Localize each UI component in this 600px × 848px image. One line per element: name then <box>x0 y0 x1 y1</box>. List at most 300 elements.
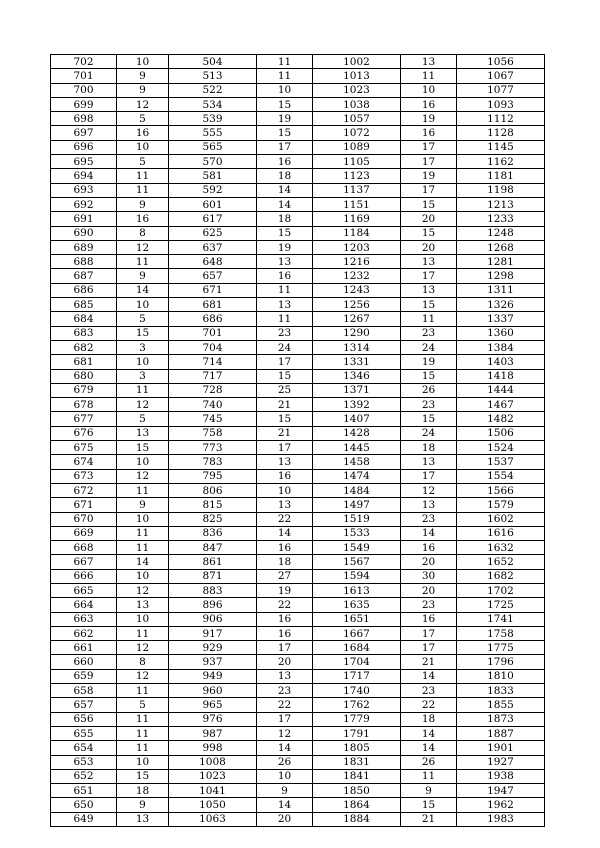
cell-cumulative-c: 1775 <box>457 641 545 655</box>
cell-cumulative-a: 987 <box>169 726 257 740</box>
cell-cumulative-b: 1023 <box>313 83 401 97</box>
cell-cumulative-c: 1067 <box>457 69 545 83</box>
table-row <box>51 169 545 183</box>
cell-count-b: 10 <box>257 483 313 497</box>
cell-cumulative-b: 1497 <box>313 498 401 512</box>
cell-cumulative-b: 1203 <box>313 240 401 254</box>
cell-count-a: 15 <box>117 441 169 455</box>
cell-cumulative-b: 1594 <box>313 569 401 583</box>
table-row <box>51 155 545 169</box>
cell-count-a: 9 <box>117 498 169 512</box>
table-row <box>51 197 545 211</box>
cell-count-a: 11 <box>117 483 169 497</box>
cell-count-b: 21 <box>257 426 313 440</box>
cell-score: 663 <box>51 612 117 626</box>
cell-cumulative-c: 1947 <box>457 784 545 798</box>
cell-count-c: 17 <box>401 269 457 283</box>
cell-count-c: 20 <box>401 212 457 226</box>
cell-cumulative-a: 976 <box>169 712 257 726</box>
cell-score: 679 <box>51 383 117 397</box>
cell-cumulative-a: 929 <box>169 641 257 655</box>
cell-score: 686 <box>51 283 117 297</box>
cell-count-a: 18 <box>117 784 169 798</box>
cell-count-a: 10 <box>117 512 169 526</box>
cell-cumulative-a: 871 <box>169 569 257 583</box>
cell-count-c: 14 <box>401 526 457 540</box>
cell-score: 676 <box>51 426 117 440</box>
cell-cumulative-b: 1458 <box>313 455 401 469</box>
cell-count-b: 11 <box>257 69 313 83</box>
cell-cumulative-a: 714 <box>169 355 257 369</box>
cell-cumulative-b: 1072 <box>313 126 401 140</box>
cell-cumulative-a: 1041 <box>169 784 257 798</box>
cell-cumulative-a: 637 <box>169 240 257 254</box>
cell-cumulative-a: 504 <box>169 55 257 69</box>
cell-cumulative-a: 815 <box>169 498 257 512</box>
table-row <box>51 769 545 783</box>
cell-count-b: 16 <box>257 269 313 283</box>
cell-score: 657 <box>51 698 117 712</box>
cell-count-c: 20 <box>401 555 457 569</box>
cell-count-c: 21 <box>401 812 457 826</box>
cell-cumulative-c: 1360 <box>457 326 545 340</box>
cell-score: 661 <box>51 641 117 655</box>
cell-count-b: 16 <box>257 612 313 626</box>
cell-count-b: 19 <box>257 112 313 126</box>
cell-count-b: 25 <box>257 383 313 397</box>
cell-count-c: 19 <box>401 355 457 369</box>
cell-score: 698 <box>51 112 117 126</box>
cell-cumulative-a: 1063 <box>169 812 257 826</box>
cell-cumulative-b: 1667 <box>313 626 401 640</box>
table-row <box>51 512 545 526</box>
table-row <box>51 326 545 340</box>
cell-cumulative-b: 1256 <box>313 298 401 312</box>
cell-cumulative-b: 1151 <box>313 197 401 211</box>
table-row <box>51 140 545 154</box>
table-row <box>51 755 545 769</box>
table-row <box>51 383 545 397</box>
table-row <box>51 569 545 583</box>
table-row <box>51 441 545 455</box>
cell-cumulative-c: 1213 <box>457 197 545 211</box>
cell-cumulative-c: 1311 <box>457 283 545 297</box>
cell-count-b: 9 <box>257 784 313 798</box>
cell-count-b: 11 <box>257 312 313 326</box>
cell-score: 668 <box>51 541 117 555</box>
cell-count-c: 23 <box>401 684 457 698</box>
table-row <box>51 226 545 240</box>
cell-count-b: 24 <box>257 340 313 354</box>
cell-cumulative-b: 1392 <box>313 398 401 412</box>
cell-score: 678 <box>51 398 117 412</box>
cell-count-b: 14 <box>257 741 313 755</box>
cell-score: 702 <box>51 55 117 69</box>
cell-count-c: 23 <box>401 326 457 340</box>
cell-score: 656 <box>51 712 117 726</box>
cell-count-c: 17 <box>401 155 457 169</box>
table-row <box>51 483 545 497</box>
cell-cumulative-c: 1632 <box>457 541 545 555</box>
cell-count-b: 17 <box>257 712 313 726</box>
cell-cumulative-c: 1418 <box>457 369 545 383</box>
cell-cumulative-b: 1651 <box>313 612 401 626</box>
cell-score: 660 <box>51 655 117 669</box>
cell-cumulative-c: 1482 <box>457 412 545 426</box>
cell-cumulative-a: 592 <box>169 183 257 197</box>
cell-count-b: 10 <box>257 83 313 97</box>
cell-cumulative-c: 1796 <box>457 655 545 669</box>
table-body <box>51 55 545 827</box>
cell-count-a: 16 <box>117 212 169 226</box>
cell-cumulative-b: 1717 <box>313 669 401 683</box>
cell-count-a: 11 <box>117 541 169 555</box>
cell-count-a: 16 <box>117 126 169 140</box>
cell-count-c: 15 <box>401 226 457 240</box>
cell-score: 667 <box>51 555 117 569</box>
cell-cumulative-c: 1248 <box>457 226 545 240</box>
cell-cumulative-b: 1232 <box>313 269 401 283</box>
cell-count-a: 15 <box>117 326 169 340</box>
cell-count-a: 11 <box>117 626 169 640</box>
table-row <box>51 369 545 383</box>
cell-count-c: 22 <box>401 698 457 712</box>
cell-cumulative-b: 1216 <box>313 255 401 269</box>
cell-cumulative-a: 847 <box>169 541 257 555</box>
cell-count-c: 13 <box>401 283 457 297</box>
cell-count-b: 12 <box>257 726 313 740</box>
cell-count-a: 11 <box>117 183 169 197</box>
table-row <box>51 741 545 755</box>
table-row <box>51 498 545 512</box>
cell-count-a: 14 <box>117 555 169 569</box>
table-row <box>51 812 545 826</box>
cell-cumulative-b: 1243 <box>313 283 401 297</box>
cell-cumulative-a: 745 <box>169 412 257 426</box>
cell-cumulative-c: 1702 <box>457 583 545 597</box>
table-row <box>51 684 545 698</box>
cell-cumulative-b: 1428 <box>313 426 401 440</box>
table-row <box>51 398 545 412</box>
cell-count-c: 14 <box>401 669 457 683</box>
cell-cumulative-a: 648 <box>169 255 257 269</box>
cell-cumulative-c: 1537 <box>457 455 545 469</box>
cell-cumulative-b: 1613 <box>313 583 401 597</box>
table-row <box>51 340 545 354</box>
cell-cumulative-b: 1331 <box>313 355 401 369</box>
table-row <box>51 612 545 626</box>
table-row <box>51 726 545 740</box>
cell-cumulative-a: 625 <box>169 226 257 240</box>
cell-cumulative-b: 1038 <box>313 97 401 111</box>
cell-count-c: 23 <box>401 398 457 412</box>
cell-cumulative-c: 1198 <box>457 183 545 197</box>
cell-count-c: 13 <box>401 55 457 69</box>
cell-cumulative-a: 825 <box>169 512 257 526</box>
cell-count-c: 24 <box>401 340 457 354</box>
cell-cumulative-b: 1407 <box>313 412 401 426</box>
cell-cumulative-c: 1983 <box>457 812 545 826</box>
cell-count-a: 11 <box>117 255 169 269</box>
cell-count-c: 20 <box>401 583 457 597</box>
cell-count-a: 9 <box>117 83 169 97</box>
table-row <box>51 455 545 469</box>
cell-count-b: 23 <box>257 326 313 340</box>
cell-count-b: 13 <box>257 669 313 683</box>
table-row <box>51 555 545 569</box>
cell-cumulative-b: 1779 <box>313 712 401 726</box>
cell-score: 677 <box>51 412 117 426</box>
table-row <box>51 798 545 812</box>
cell-cumulative-c: 1298 <box>457 269 545 283</box>
table-row <box>51 269 545 283</box>
cell-cumulative-b: 1841 <box>313 769 401 783</box>
table-row <box>51 298 545 312</box>
cell-cumulative-a: 704 <box>169 340 257 354</box>
cell-cumulative-c: 1833 <box>457 684 545 698</box>
table-row <box>51 283 545 297</box>
cell-cumulative-b: 1314 <box>313 340 401 354</box>
cell-cumulative-c: 1602 <box>457 512 545 526</box>
cell-count-c: 13 <box>401 498 457 512</box>
cell-cumulative-a: 671 <box>169 283 257 297</box>
table-row <box>51 698 545 712</box>
cell-count-c: 15 <box>401 298 457 312</box>
cell-count-b: 17 <box>257 355 313 369</box>
cell-cumulative-b: 1884 <box>313 812 401 826</box>
cell-count-b: 14 <box>257 526 313 540</box>
cell-count-c: 17 <box>401 469 457 483</box>
cell-cumulative-a: 701 <box>169 326 257 340</box>
cell-cumulative-a: 937 <box>169 655 257 669</box>
table-row <box>51 426 545 440</box>
cell-count-b: 16 <box>257 541 313 555</box>
cell-cumulative-a: 906 <box>169 612 257 626</box>
cell-score: 664 <box>51 598 117 612</box>
table-row <box>51 598 545 612</box>
cell-count-b: 20 <box>257 812 313 826</box>
cell-cumulative-c: 1524 <box>457 441 545 455</box>
cell-count-b: 13 <box>257 455 313 469</box>
cell-count-c: 17 <box>401 641 457 655</box>
cell-cumulative-b: 1635 <box>313 598 401 612</box>
cell-count-b: 21 <box>257 398 313 412</box>
cell-cumulative-b: 1089 <box>313 140 401 154</box>
cell-cumulative-a: 565 <box>169 140 257 154</box>
cell-count-c: 17 <box>401 183 457 197</box>
cell-cumulative-c: 1855 <box>457 698 545 712</box>
cell-cumulative-a: 806 <box>169 483 257 497</box>
cell-count-b: 16 <box>257 469 313 483</box>
cell-cumulative-a: 883 <box>169 583 257 597</box>
cell-cumulative-b: 1002 <box>313 55 401 69</box>
cell-cumulative-c: 1181 <box>457 169 545 183</box>
cell-count-c: 12 <box>401 483 457 497</box>
cell-count-c: 16 <box>401 612 457 626</box>
cell-cumulative-c: 1873 <box>457 712 545 726</box>
cell-count-b: 14 <box>257 183 313 197</box>
cell-score: 687 <box>51 269 117 283</box>
cell-cumulative-c: 1566 <box>457 483 545 497</box>
cell-count-a: 10 <box>117 569 169 583</box>
cell-score: 697 <box>51 126 117 140</box>
cell-score: 649 <box>51 812 117 826</box>
cell-count-b: 18 <box>257 555 313 569</box>
cell-count-b: 22 <box>257 698 313 712</box>
cell-count-c: 26 <box>401 755 457 769</box>
cell-cumulative-b: 1267 <box>313 312 401 326</box>
cell-count-b: 14 <box>257 798 313 812</box>
table-row <box>51 97 545 111</box>
cell-cumulative-b: 1740 <box>313 684 401 698</box>
cell-score: 693 <box>51 183 117 197</box>
table-row <box>51 712 545 726</box>
cell-score: 658 <box>51 684 117 698</box>
cell-cumulative-a: 539 <box>169 112 257 126</box>
cell-count-c: 15 <box>401 798 457 812</box>
cell-count-c: 17 <box>401 626 457 640</box>
cell-count-c: 21 <box>401 655 457 669</box>
cell-cumulative-c: 1887 <box>457 726 545 740</box>
cell-count-a: 5 <box>117 312 169 326</box>
cell-cumulative-c: 1616 <box>457 526 545 540</box>
cell-count-c: 19 <box>401 169 457 183</box>
cell-cumulative-a: 601 <box>169 197 257 211</box>
cell-count-c: 10 <box>401 83 457 97</box>
cell-score: 669 <box>51 526 117 540</box>
cell-cumulative-c: 1467 <box>457 398 545 412</box>
cell-score: 670 <box>51 512 117 526</box>
cell-count-a: 13 <box>117 812 169 826</box>
cell-score: 691 <box>51 212 117 226</box>
cell-score: 675 <box>51 441 117 455</box>
cell-score: 659 <box>51 669 117 683</box>
table-row <box>51 526 545 540</box>
cell-count-b: 13 <box>257 298 313 312</box>
cell-cumulative-c: 1444 <box>457 383 545 397</box>
cell-cumulative-a: 581 <box>169 169 257 183</box>
cell-count-a: 11 <box>117 726 169 740</box>
cell-count-c: 11 <box>401 769 457 783</box>
cell-cumulative-b: 1519 <box>313 512 401 526</box>
cell-cumulative-c: 1938 <box>457 769 545 783</box>
cell-count-b: 20 <box>257 655 313 669</box>
cell-count-b: 22 <box>257 512 313 526</box>
cell-count-a: 12 <box>117 398 169 412</box>
table-row <box>51 55 545 69</box>
cell-cumulative-c: 1112 <box>457 112 545 126</box>
cell-score: 684 <box>51 312 117 326</box>
cell-count-a: 11 <box>117 712 169 726</box>
cell-count-a: 8 <box>117 655 169 669</box>
cell-count-c: 26 <box>401 383 457 397</box>
cell-cumulative-c: 1128 <box>457 126 545 140</box>
table-row <box>51 412 545 426</box>
cell-count-b: 15 <box>257 97 313 111</box>
cell-cumulative-a: 534 <box>169 97 257 111</box>
cell-count-b: 19 <box>257 583 313 597</box>
cell-cumulative-b: 1864 <box>313 798 401 812</box>
cell-count-a: 14 <box>117 283 169 297</box>
cell-count-a: 11 <box>117 741 169 755</box>
cell-score: 652 <box>51 769 117 783</box>
table-row <box>51 112 545 126</box>
cell-cumulative-a: 836 <box>169 526 257 540</box>
cell-count-b: 27 <box>257 569 313 583</box>
cell-cumulative-a: 681 <box>169 298 257 312</box>
cell-count-a: 9 <box>117 197 169 211</box>
cell-cumulative-a: 728 <box>169 383 257 397</box>
cell-cumulative-c: 1579 <box>457 498 545 512</box>
cell-cumulative-a: 960 <box>169 684 257 698</box>
table-row <box>51 784 545 798</box>
cell-count-c: 15 <box>401 197 457 211</box>
cell-count-b: 15 <box>257 412 313 426</box>
cell-count-a: 5 <box>117 412 169 426</box>
cell-count-b: 18 <box>257 212 313 226</box>
cell-cumulative-b: 1445 <box>313 441 401 455</box>
cell-count-b: 26 <box>257 755 313 769</box>
cell-count-c: 16 <box>401 126 457 140</box>
cell-cumulative-a: 965 <box>169 698 257 712</box>
table-row <box>51 541 545 555</box>
table-row <box>51 355 545 369</box>
cell-count-c: 23 <box>401 512 457 526</box>
table-row <box>51 641 545 655</box>
cell-cumulative-a: 740 <box>169 398 257 412</box>
cell-count-a: 12 <box>117 469 169 483</box>
cell-cumulative-a: 686 <box>169 312 257 326</box>
cell-count-c: 24 <box>401 426 457 440</box>
cell-cumulative-b: 1533 <box>313 526 401 540</box>
cell-cumulative-b: 1791 <box>313 726 401 740</box>
table-row <box>51 583 545 597</box>
cell-cumulative-c: 1056 <box>457 55 545 69</box>
cell-count-b: 16 <box>257 626 313 640</box>
cell-score: 674 <box>51 455 117 469</box>
cell-count-c: 16 <box>401 541 457 555</box>
cell-count-c: 15 <box>401 412 457 426</box>
table-row <box>51 312 545 326</box>
cell-count-a: 11 <box>117 169 169 183</box>
cell-cumulative-b: 1850 <box>313 784 401 798</box>
cell-count-b: 13 <box>257 498 313 512</box>
cell-count-b: 17 <box>257 140 313 154</box>
cell-count-a: 10 <box>117 140 169 154</box>
table-row <box>51 83 545 97</box>
cell-cumulative-c: 1162 <box>457 155 545 169</box>
cell-score: 681 <box>51 355 117 369</box>
cell-cumulative-a: 861 <box>169 555 257 569</box>
cell-count-a: 5 <box>117 112 169 126</box>
table-row <box>51 255 545 269</box>
cell-cumulative-a: 1008 <box>169 755 257 769</box>
cell-cumulative-c: 1506 <box>457 426 545 440</box>
cell-score: 654 <box>51 741 117 755</box>
cell-count-b: 14 <box>257 197 313 211</box>
cell-score: 685 <box>51 298 117 312</box>
cell-count-b: 17 <box>257 441 313 455</box>
cell-count-c: 11 <box>401 69 457 83</box>
cell-count-c: 17 <box>401 140 457 154</box>
cell-cumulative-c: 1337 <box>457 312 545 326</box>
cell-score: 662 <box>51 626 117 640</box>
cell-cumulative-c: 1281 <box>457 255 545 269</box>
cell-cumulative-b: 1474 <box>313 469 401 483</box>
table-row <box>51 655 545 669</box>
cell-score: 701 <box>51 69 117 83</box>
cell-cumulative-a: 717 <box>169 369 257 383</box>
